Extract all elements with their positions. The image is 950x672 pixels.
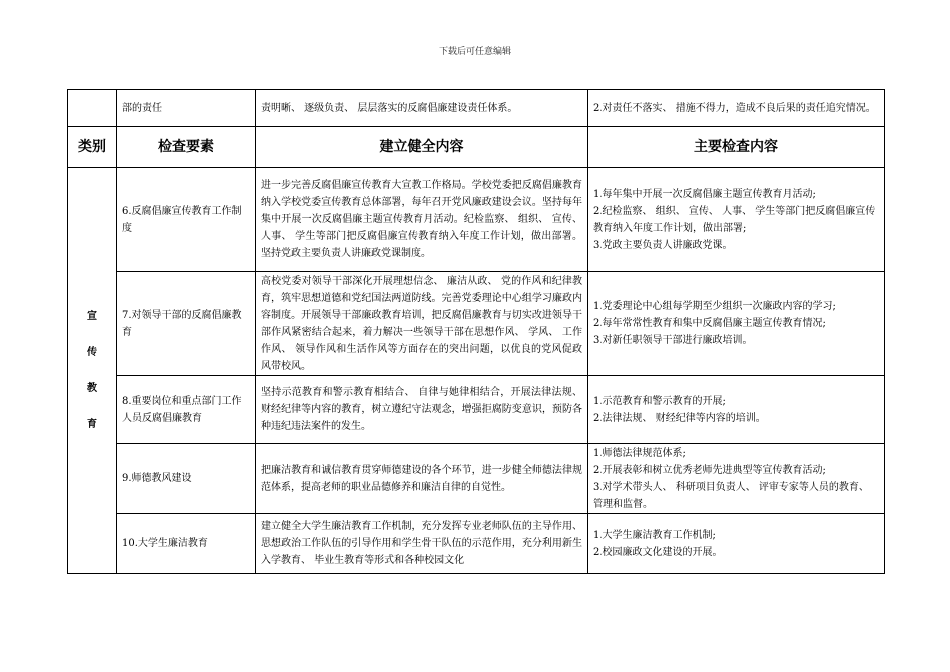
table-row	[68, 168, 885, 272]
category-cell	[68, 168, 117, 574]
requirement-cell: 7.对领导干部的反腐倡廉教育	[117, 272, 256, 376]
header-content: 建立健全内容	[256, 127, 588, 168]
requirement-cell: 6.反腐倡廉宣传教育工作制度	[117, 168, 256, 272]
requirement-cell: 8.重要岗位和重点部门工作人员反腐倡廉教育	[117, 376, 256, 444]
check-item: 2.校园廉政文化建设的开展。	[593, 546, 723, 558]
check-item: 2.开展表彰和树立优秀老师先进典型等宣传教育活动;	[593, 464, 826, 476]
check-item: 3.对学术带头人、 科研项目负责人、 评审专家等人员的教育、 管理和监督。	[593, 481, 869, 510]
check-cell	[588, 376, 885, 444]
table-header-row	[68, 127, 885, 168]
content-cell: 责明晰、 逐级负责、 层层落实的反腐倡廉建设责任体系。	[256, 90, 588, 127]
table-row	[68, 444, 885, 514]
content-cell: 坚持示范教育和警示教育相结合、 自律与她律相结合，开展法律法规、 财经纪律等内容的教育，树立遵纪守法观念，增强拒腐防变意识，预防各种违纪违法案件的发生。	[256, 376, 588, 444]
content-cell: 把廉洁教育和诚信教育贯穿师德建设的各个环节，进一步健全师德法律规范体系，提高老师的职业品德修养和廉洁自律的自觉性。	[256, 444, 588, 514]
check-item: 2.法律法规、 财经纪律等内容的培训。	[593, 412, 766, 424]
category-char: 宣	[87, 310, 97, 322]
header-check: 主要检查内容	[588, 127, 885, 168]
requirement-cell: 10.大学生廉洁教育	[117, 514, 256, 574]
check-item: 1.每年集中开展一次反腐倡廉主题宣传教育月活动;	[593, 188, 816, 200]
category-char: 传	[87, 346, 97, 358]
category-char: 教	[87, 382, 97, 394]
header-note: 下载后可任意编辑	[438, 47, 511, 57]
check-item: 1.党委理论中心组每学期至少组织一次廉政内容的学习;	[593, 301, 836, 312]
requirement-cell: 部的责任	[117, 90, 256, 127]
requirement-cell: 9.师德教风建设	[117, 444, 256, 514]
table-row-continued	[68, 90, 885, 127]
check-item: 3.对新任职领导干部进行廉政培训。	[593, 335, 753, 346]
content-cell: 进一步完善反腐倡廉宣传教育大宣教工作格局。学校党委把反腐倡廉教育纳入学校党委宣传教育总体部署，每年召开党风廉政建设会议。坚持每年集中开展一次反腐倡廉主题宣传教育月活动。纪检监察、 组织、 宣传、 人事、 学生等部门把反腐倡廉宣传教育纳入年度工作计划，做出部署。坚持党政主要负责人讲廉政党课制度。	[256, 168, 588, 272]
check-item: 1.大学生廉洁教育工作机制;	[593, 529, 716, 541]
category-cell-empty	[68, 90, 117, 127]
check-cell	[588, 444, 885, 514]
category-char: 育	[87, 418, 97, 430]
check-item: 3.党政主要负责人讲廉政党课。	[593, 239, 733, 251]
check-cell	[588, 168, 885, 272]
inspection-table	[67, 89, 885, 574]
table-row	[68, 514, 885, 574]
header-category: 类别	[68, 127, 117, 168]
check-cell	[588, 272, 885, 376]
check-cell: 2.对责任不落实、 措施不得力，造成不良后果的责任追究情况。	[588, 90, 885, 127]
table-row	[68, 376, 885, 444]
content-cell: 建立健全大学生廉洁教育工作机制，充分发挥专业老师队伍的主导作用、 思想政治工作队伍的引导作用和学生骨干队伍的示范作用，充分利用新生入学教育、 毕业生教育等形式和各种校园文化	[256, 514, 588, 574]
content-cell: 高校党委对领导干部深化开展理想信念、 廉洁从政、 党的作风和纪律教育，筑牢思想道德和党纪国法两道防线。完善党委理论中心组学习廉政内容制度。开展领导干部廉政教育培训，把反腐倡廉教育与切实改进领导干部作风紧密结合起来，着力解决一些领导干部在思想作风、 学风、 工作作风、 领导作风和生活作风等方面存在的突出问题，以优良的党风促政风带校风。	[256, 272, 588, 376]
check-cell	[588, 514, 885, 574]
check-item: 1.师德法律规范体系;	[593, 447, 686, 459]
header-requirement: 检查要素	[117, 127, 256, 168]
check-item: 2.纪检监察、 组织、 宣传、 人事、 学生等部门把反腐倡廉宣传教育纳入年度工作计划，做出部署;	[593, 205, 876, 234]
table-row	[68, 272, 885, 376]
check-item: 1.示范教育和警示教育的开展;	[593, 395, 726, 407]
check-item: 2.每年常常性教育和集中反腐倡廉主题宣传教育情况;	[593, 318, 826, 329]
